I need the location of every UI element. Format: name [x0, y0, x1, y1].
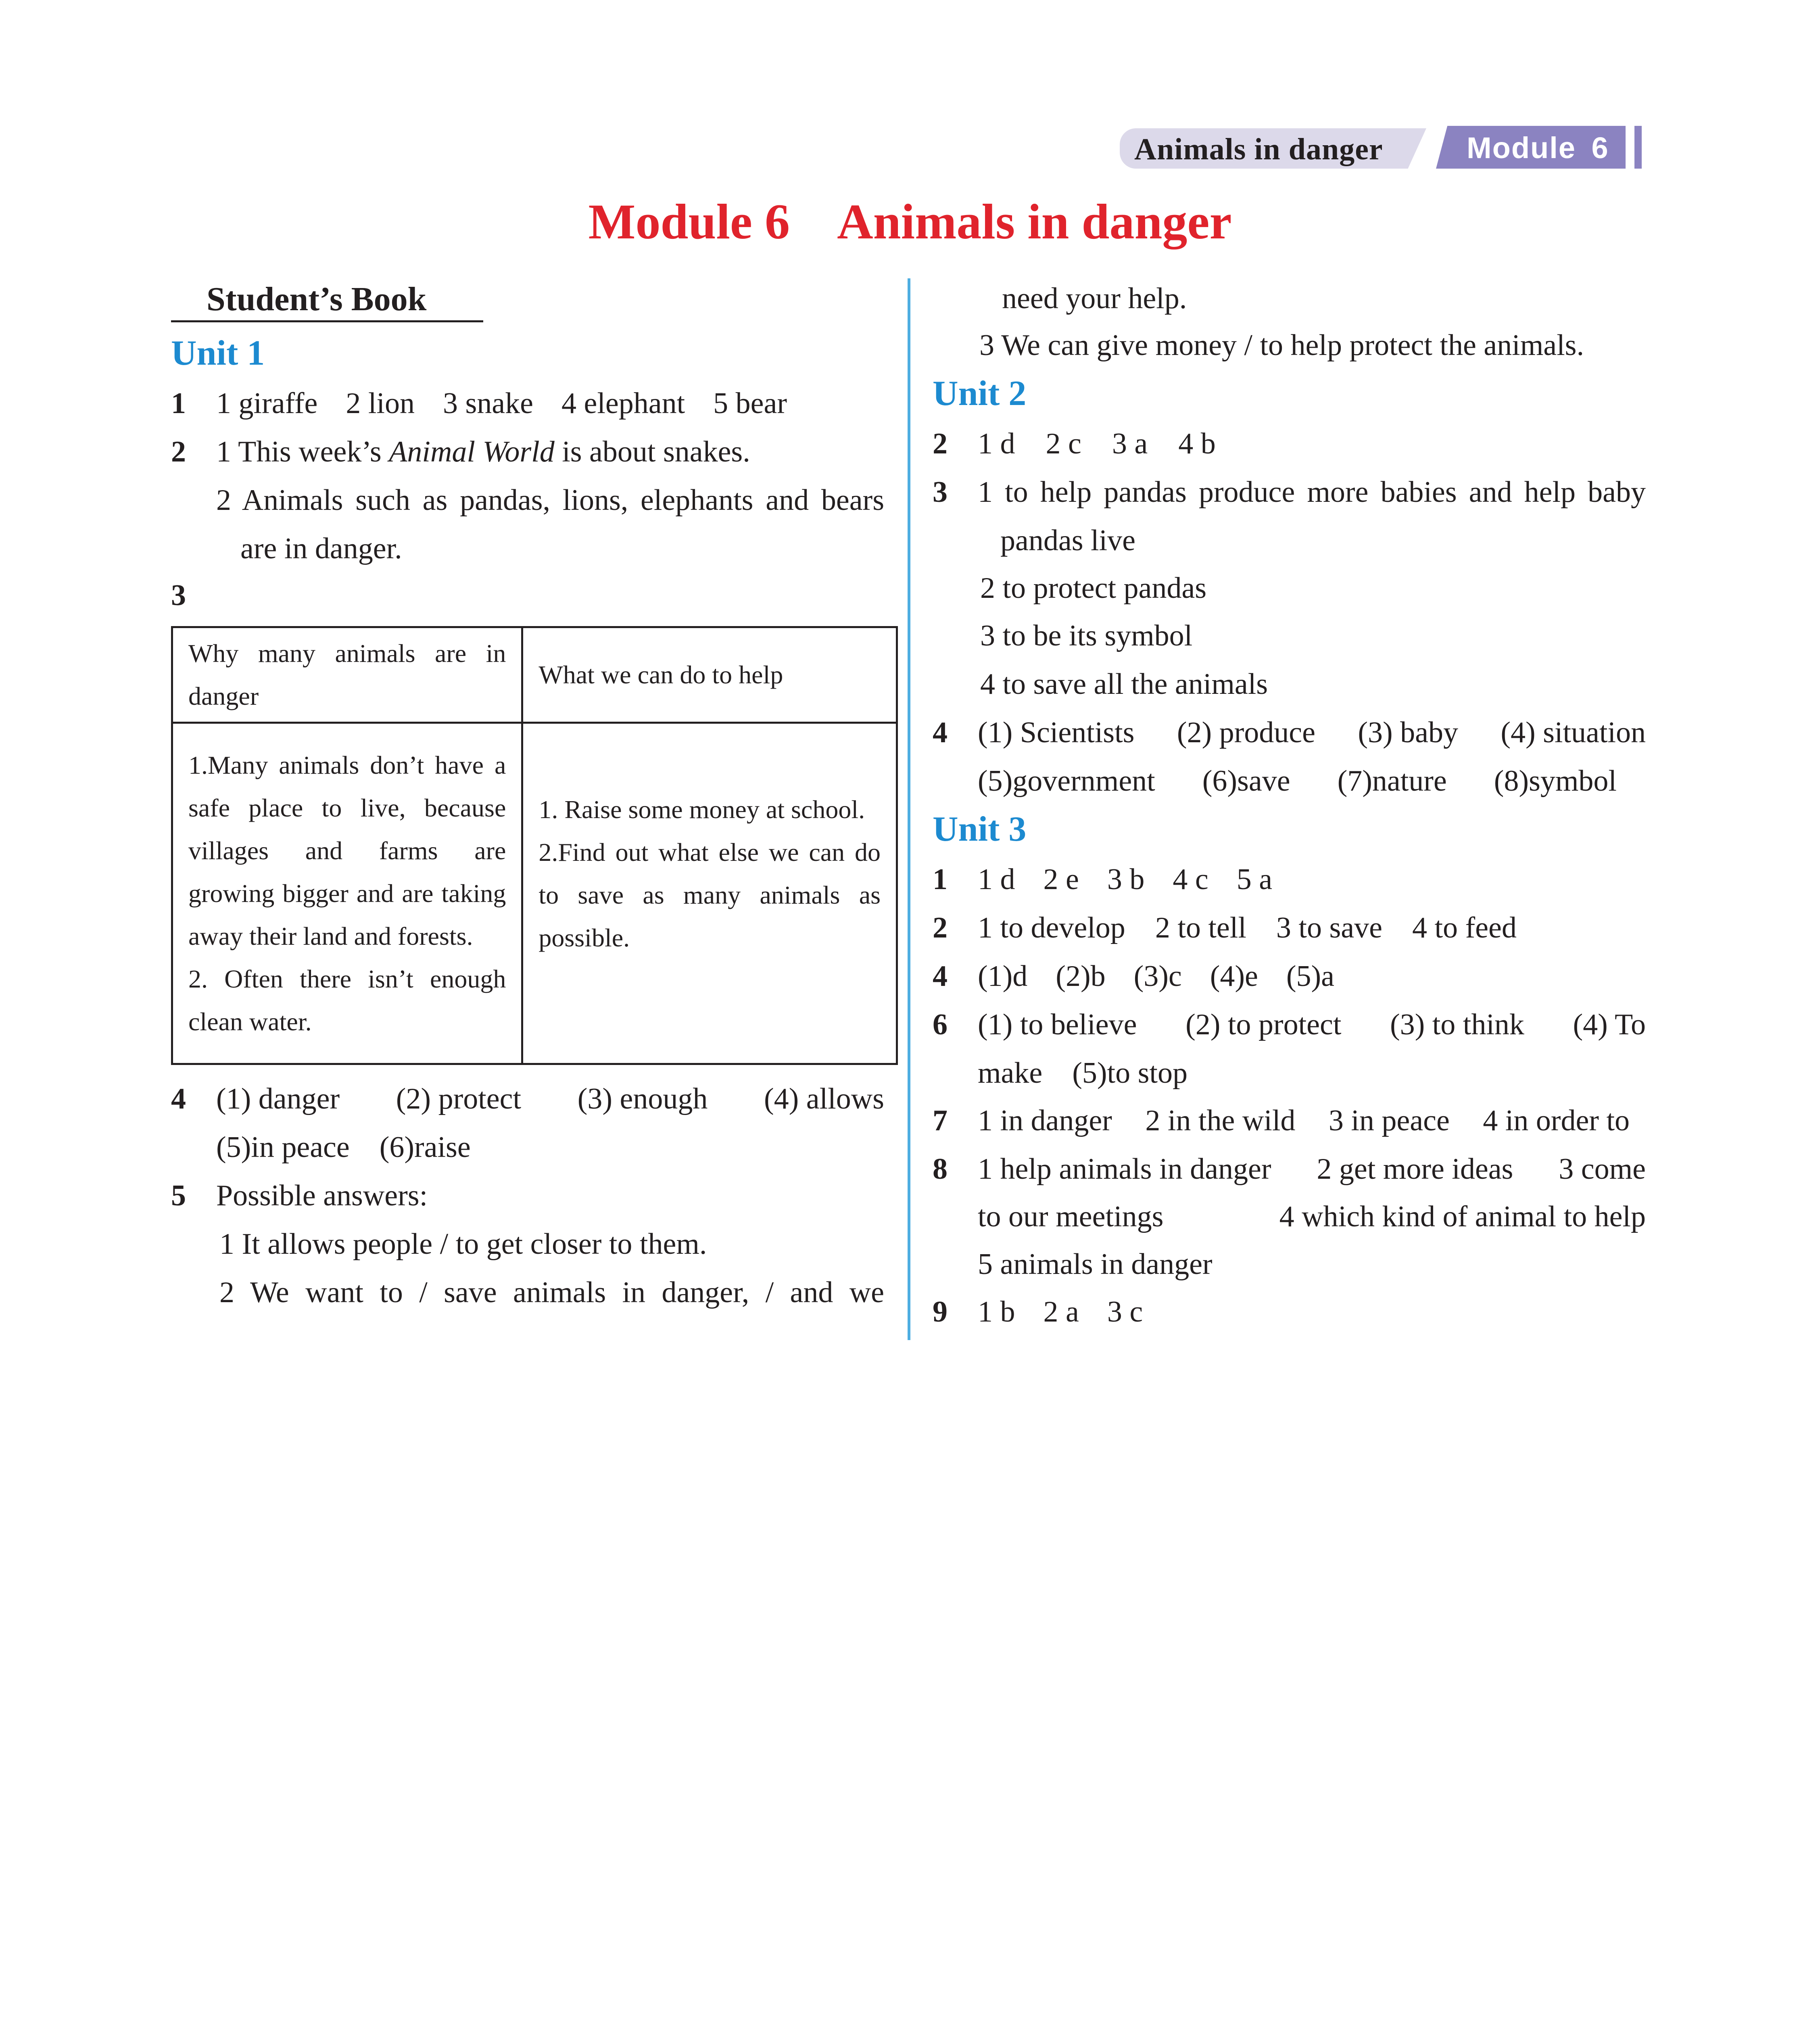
answer-item: (3) enough: [577, 1082, 708, 1115]
program-title: Animal World: [389, 435, 555, 468]
answer-item: 3 to save: [1276, 911, 1382, 944]
answer-item: (6)save: [1202, 764, 1290, 798]
module-tab-label: Module 6: [1467, 131, 1609, 165]
answer-item: (4) situation: [1501, 716, 1646, 749]
answer-line: [216, 428, 750, 476]
answer-line: [978, 757, 1617, 805]
answer-line: 4 to save all the animals: [980, 668, 1268, 701]
answer-item: 4 to feed: [1412, 911, 1517, 944]
answer-line: [978, 904, 1517, 952]
question-number: 7: [933, 1104, 948, 1137]
answer-item: (2) to protect: [1186, 1008, 1342, 1041]
answer-line: 2 to protect pandas: [980, 572, 1206, 605]
answer-line: [978, 855, 1272, 904]
table-header-cell: What we can do to help: [522, 627, 897, 723]
answer-line: [978, 1096, 1630, 1145]
question-number: 4: [171, 1082, 186, 1115]
table-cell-reasons: [172, 723, 522, 1064]
answer-item: 2 c: [1046, 427, 1081, 460]
answer-item: (7)nature: [1337, 764, 1447, 798]
answer-line: [216, 1075, 884, 1123]
answer-item: 4 elephant: [561, 387, 685, 420]
answer-line: 3 to be its symbol: [980, 619, 1193, 652]
answer-line: 1 It allows people / to get closer to them.: [219, 1228, 707, 1261]
book-heading: Student’s Book: [171, 278, 483, 322]
question-number: 2: [933, 911, 948, 944]
answer-item: (1) Scientists: [978, 716, 1135, 749]
unit-2-heading: Unit 2: [933, 374, 1027, 413]
question-number: 8: [933, 1153, 948, 1186]
answer-item: (1) danger: [216, 1082, 340, 1115]
answer-line: [978, 952, 1334, 1000]
answer-line: [978, 1192, 1646, 1241]
answer-item: 2 e: [1043, 863, 1079, 896]
reason-item: 2. Often there isn’t enough clean water.: [188, 964, 506, 1036]
answer-line: 3 We can give money / to help protect the animals.: [979, 329, 1584, 362]
question-number: 1: [171, 387, 186, 420]
answer-item: (4) allows: [764, 1082, 884, 1115]
answer-item: 2 to tell: [1155, 911, 1246, 944]
question-number: 1: [933, 863, 948, 896]
answer-item: 3 snake: [442, 387, 533, 420]
answer-text: is about snakes.: [554, 435, 750, 468]
answer-line: pandas live: [1000, 524, 1135, 557]
answer-item: 4 c: [1173, 863, 1208, 896]
reason-item: 1.Many animals don’t have a safe place to live, because villages and farms are growing bigger and are taking away their land and forests.: [188, 750, 506, 950]
answer-item: 4 which kind of animal to help: [1279, 1200, 1646, 1233]
answer-item: 3 in peace: [1328, 1104, 1450, 1137]
table-header-row: [172, 627, 897, 723]
answer-line: 5 animals in danger: [978, 1248, 1213, 1281]
answer-item: 1 giraffe: [216, 387, 318, 420]
answer-line: (5)in peace (6)raise: [216, 1131, 471, 1164]
answer-item: 3 a: [1112, 427, 1148, 460]
answer-item: (5)a: [1286, 960, 1335, 993]
table-row: [172, 723, 897, 1064]
answer-item: (3)c: [1133, 960, 1182, 993]
answer-item: (2) protect: [396, 1082, 522, 1115]
answer-item: (1) to believe: [978, 1008, 1137, 1041]
answer-item: (5)government: [978, 764, 1155, 798]
question-number: 3: [933, 476, 948, 509]
answer-item: 4 in order to: [1483, 1104, 1630, 1137]
answer-line: make (5)to stop: [978, 1057, 1188, 1090]
answer-item: (3) baby: [1358, 716, 1458, 749]
section-tab-label: Animals in danger: [1134, 132, 1383, 166]
answer-item: 4 b: [1178, 427, 1216, 460]
unit-3-heading: Unit 3: [933, 810, 1027, 849]
answer-item: (3) to think: [1390, 1008, 1524, 1041]
question-number: 4: [933, 716, 948, 749]
answer-table: [171, 626, 898, 1065]
question-number: 9: [933, 1295, 948, 1328]
table-header-cell: Why many animals are in danger: [172, 627, 522, 723]
module-tab-edge: [1634, 126, 1642, 169]
answer-item: 5 a: [1236, 863, 1273, 896]
answer-line: 2 We want to / save animals in danger, / and we: [219, 1276, 884, 1309]
answer-line: [978, 708, 1646, 757]
help-item: 2.Find out what else we can do to save as many animals as possible.: [538, 838, 881, 952]
answer-text: 1 This week’s: [216, 435, 389, 468]
answer-item: 2 a: [1043, 1295, 1079, 1328]
question-number: 4: [933, 960, 948, 993]
question-number: 2: [933, 427, 948, 460]
answer-line: are in danger.: [240, 532, 402, 565]
page-title: Module 6 Animals in danger: [588, 194, 1232, 249]
question-number: 5: [171, 1179, 186, 1212]
answer-item: (4) To: [1573, 1008, 1646, 1041]
column-divider: [908, 278, 910, 1340]
answer-line: [978, 1145, 1646, 1193]
answer-item: 1 in danger: [978, 1104, 1112, 1137]
question-number: 2: [171, 435, 186, 468]
answer-item: (8)symbol: [1494, 764, 1617, 798]
answer-line: [978, 1000, 1646, 1049]
answer-item: 1 d: [978, 863, 1015, 896]
help-item: 1. Raise some money at school.: [538, 795, 865, 824]
answer-line: [216, 379, 787, 428]
answer-item: 3 come: [1559, 1153, 1646, 1186]
answer-item: 2 get more ideas: [1317, 1153, 1513, 1186]
answer-line: [978, 420, 1216, 468]
unit-1-heading: Unit 1: [171, 334, 265, 373]
answer-item: 1 b: [978, 1295, 1015, 1328]
answer-line: 1 to help pandas produce more babies and help baby: [978, 476, 1646, 509]
answer-item: 1 d: [978, 427, 1015, 460]
answer-item: 5 bear: [713, 387, 787, 420]
answer-item: 2 in the wild: [1145, 1104, 1296, 1137]
answer-item: 1 help animals in danger: [978, 1153, 1271, 1186]
question-number: 3: [171, 579, 186, 612]
answer-line: need your help.: [1002, 282, 1187, 315]
answer-item: 3 b: [1107, 863, 1145, 896]
answer-item: (2) produce: [1177, 716, 1315, 749]
table-cell-help: [522, 723, 897, 1064]
question-number: 6: [933, 1008, 948, 1041]
answer-item: (2)b: [1056, 960, 1106, 993]
answer-item: (1)d: [978, 960, 1028, 993]
answer-line: 2 Animals such as pandas, lions, elephants and bears: [216, 484, 884, 517]
answer-line: [978, 1288, 1143, 1336]
answer-item: 1 to develop: [978, 911, 1125, 944]
answer-item: 2 lion: [346, 387, 415, 420]
answer-item: (4)e: [1210, 960, 1258, 993]
answer-item: 3 c: [1107, 1295, 1143, 1328]
answer-item: to our meetings: [978, 1200, 1164, 1233]
answer-intro: Possible answers:: [216, 1179, 428, 1212]
